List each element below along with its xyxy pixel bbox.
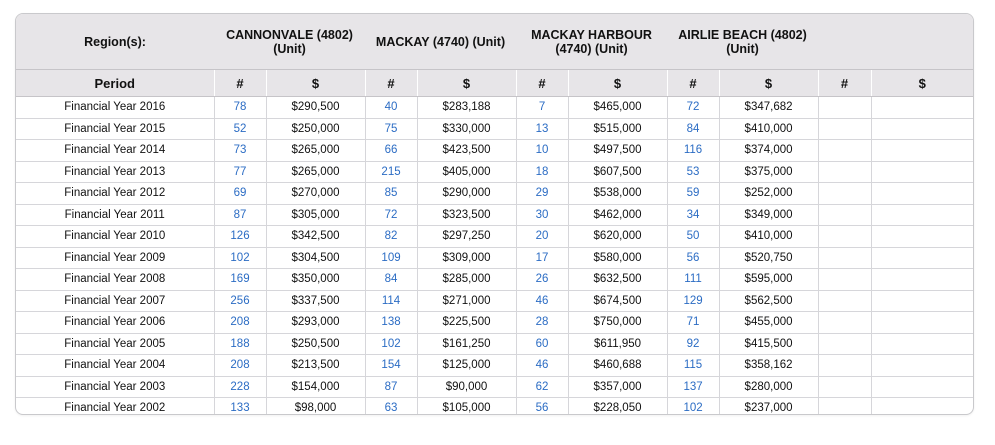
median-price-cell: $350,000 [266, 269, 365, 291]
median-price-cell: $405,000 [417, 161, 516, 183]
sales-count-link[interactable]: 115 [667, 355, 719, 377]
median-price-cell: $250,000 [266, 118, 365, 140]
region-label: Region(s): [16, 14, 214, 70]
median-price-cell: $252,000 [719, 183, 818, 205]
region-header-row [16, 14, 973, 70]
sales-count-link[interactable]: 85 [365, 183, 417, 205]
median-price-cell: $415,500 [719, 333, 818, 355]
sales-count-link[interactable]: 87 [214, 204, 266, 226]
region-name-mackay: MACKAY (4740) (Unit) [365, 14, 516, 70]
median-price-cell: $460,688 [568, 355, 667, 377]
sales-count-link[interactable]: 78 [214, 97, 266, 119]
sales-count-link[interactable]: 102 [214, 247, 266, 269]
median-price-cell: $580,000 [568, 247, 667, 269]
sales-count-link[interactable]: 20 [516, 226, 568, 248]
median-price-cell: $674,500 [568, 290, 667, 312]
median-price-cell: $497,500 [568, 140, 667, 162]
median-price-cell [871, 247, 973, 269]
sales-count-link [818, 269, 871, 291]
median-price-cell [871, 118, 973, 140]
sales-count-link[interactable]: 114 [365, 290, 417, 312]
median-price-cell [871, 269, 973, 291]
table-row [16, 183, 973, 205]
region-name-airlie-beach: AIRLIE BEACH (4802) (Unit) [667, 14, 818, 70]
table-row [16, 269, 973, 291]
sales-count-link[interactable]: 13 [516, 118, 568, 140]
period-cell: Financial Year 2013 [16, 161, 214, 183]
median-price-cell [871, 376, 973, 398]
price-header: $ [871, 70, 973, 97]
sales-table-panel [15, 13, 974, 415]
sales-count-link[interactable]: 18 [516, 161, 568, 183]
period-cell: Financial Year 2016 [16, 97, 214, 119]
price-header: $ [719, 70, 818, 97]
median-price-cell: $250,500 [266, 333, 365, 355]
median-price-cell [871, 398, 973, 416]
median-price-cell: $271,000 [417, 290, 516, 312]
sales-count-link[interactable]: 30 [516, 204, 568, 226]
median-price-cell: $265,000 [266, 161, 365, 183]
median-price-cell: $347,682 [719, 97, 818, 119]
period-cell: Financial Year 2006 [16, 312, 214, 334]
period-cell: Financial Year 2009 [16, 247, 214, 269]
table-row [16, 97, 973, 119]
sales-count-link [818, 398, 871, 416]
region-name-cannonvale: CANNONVALE (4802) (Unit) [214, 14, 365, 70]
sales-count-link[interactable]: 215 [365, 161, 417, 183]
table-row [16, 247, 973, 269]
median-price-cell: $293,000 [266, 312, 365, 334]
median-price-cell: $462,000 [568, 204, 667, 226]
sales-count-link[interactable]: 46 [516, 355, 568, 377]
period-cell: Financial Year 2008 [16, 269, 214, 291]
sales-count-link[interactable]: 71 [667, 312, 719, 334]
sales-count-link[interactable]: 102 [365, 333, 417, 355]
table-row [16, 355, 973, 377]
period-cell: Financial Year 2004 [16, 355, 214, 377]
sales-count-link [818, 376, 871, 398]
median-price-cell [871, 312, 973, 334]
median-price-cell [871, 161, 973, 183]
median-price-cell: $283,188 [417, 97, 516, 119]
sales-count-link[interactable]: 7 [516, 97, 568, 119]
sales-count-link [818, 140, 871, 162]
median-price-cell: $357,000 [568, 376, 667, 398]
median-price-cell [871, 226, 973, 248]
sales-count-link[interactable]: 129 [667, 290, 719, 312]
median-price-cell: $611,950 [568, 333, 667, 355]
median-price-cell: $410,000 [719, 118, 818, 140]
sales-count-link[interactable]: 82 [365, 226, 417, 248]
median-price-cell: $323,500 [417, 204, 516, 226]
period-cell: Financial Year 2003 [16, 376, 214, 398]
sales-count-link[interactable]: 26 [516, 269, 568, 291]
sales-count-link[interactable]: 75 [365, 118, 417, 140]
median-price-cell: $337,500 [266, 290, 365, 312]
median-price-cell: $538,000 [568, 183, 667, 205]
sales-count-link[interactable]: 84 [365, 269, 417, 291]
median-price-cell: $290,000 [417, 183, 516, 205]
median-price-cell: $607,500 [568, 161, 667, 183]
median-price-cell: $161,250 [417, 333, 516, 355]
table-row [16, 333, 973, 355]
median-price-cell: $285,000 [417, 269, 516, 291]
period-cell: Financial Year 2012 [16, 183, 214, 205]
median-price-cell: $98,000 [266, 398, 365, 416]
median-price-cell: $595,000 [719, 269, 818, 291]
median-price-cell: $309,000 [417, 247, 516, 269]
sales-count-link[interactable]: 126 [214, 226, 266, 248]
sales-count-link [818, 183, 871, 205]
sales-count-link[interactable]: 63 [365, 398, 417, 416]
table-body [16, 97, 973, 416]
sales-count-link[interactable]: 46 [516, 290, 568, 312]
median-price-cell: $304,500 [266, 247, 365, 269]
period-cell: Financial Year 2010 [16, 226, 214, 248]
period-cell: Financial Year 2011 [16, 204, 214, 226]
median-price-cell [871, 290, 973, 312]
period-cell: Financial Year 2014 [16, 140, 214, 162]
sales-count-link[interactable]: 29 [516, 183, 568, 205]
table-row [16, 398, 973, 416]
median-price-cell: $225,500 [417, 312, 516, 334]
median-price-cell: $90,000 [417, 376, 516, 398]
count-header: # [214, 70, 266, 97]
median-price-cell: $520,750 [719, 247, 818, 269]
count-header: # [667, 70, 719, 97]
table-row [16, 290, 973, 312]
median-price-cell [871, 333, 973, 355]
median-price-cell: $562,500 [719, 290, 818, 312]
price-header: $ [417, 70, 516, 97]
sales-count-link [818, 161, 871, 183]
median-price-cell: $265,000 [266, 140, 365, 162]
sales-count-link[interactable]: 34 [667, 204, 719, 226]
sales-count-link [818, 204, 871, 226]
region-name-empty [818, 14, 973, 70]
price-header: $ [266, 70, 365, 97]
sales-count-link [818, 290, 871, 312]
sales-count-link[interactable]: 109 [365, 247, 417, 269]
table-row [16, 226, 973, 248]
sales-count-link[interactable]: 77 [214, 161, 266, 183]
count-header: # [516, 70, 568, 97]
sales-count-link[interactable]: 84 [667, 118, 719, 140]
sales-count-link[interactable]: 50 [667, 226, 719, 248]
sales-count-link[interactable]: 17 [516, 247, 568, 269]
sales-history-table [16, 14, 973, 415]
period-header: Period [16, 70, 214, 97]
median-price-cell: $105,000 [417, 398, 516, 416]
period-cell: Financial Year 2005 [16, 333, 214, 355]
sales-count-link[interactable]: 208 [214, 312, 266, 334]
period-cell: Financial Year 2007 [16, 290, 214, 312]
sales-count-link[interactable]: 228 [214, 376, 266, 398]
sales-count-link[interactable]: 40 [365, 97, 417, 119]
sales-count-link [818, 312, 871, 334]
table-row [16, 312, 973, 334]
median-price-cell: $465,000 [568, 97, 667, 119]
sales-count-link [818, 226, 871, 248]
table-row [16, 161, 973, 183]
sales-count-link [818, 355, 871, 377]
sales-count-link[interactable]: 137 [667, 376, 719, 398]
sales-count-link [818, 333, 871, 355]
median-price-cell: $374,000 [719, 140, 818, 162]
sales-count-link[interactable]: 92 [667, 333, 719, 355]
median-price-cell: $330,000 [417, 118, 516, 140]
median-price-cell: $455,000 [719, 312, 818, 334]
sales-count-link[interactable]: 116 [667, 140, 719, 162]
sales-count-link[interactable]: 56 [516, 398, 568, 416]
sales-count-link[interactable]: 28 [516, 312, 568, 334]
sales-count-link[interactable]: 62 [516, 376, 568, 398]
median-price-cell: $125,000 [417, 355, 516, 377]
sales-count-link[interactable]: 69 [214, 183, 266, 205]
median-price-cell: $228,050 [568, 398, 667, 416]
table-row [16, 140, 973, 162]
sales-count-link[interactable]: 53 [667, 161, 719, 183]
median-price-cell: $342,500 [266, 226, 365, 248]
count-header: # [818, 70, 871, 97]
median-price-cell: $515,000 [568, 118, 667, 140]
sales-count-link[interactable]: 56 [667, 247, 719, 269]
median-price-cell: $632,500 [568, 269, 667, 291]
sales-count-link[interactable]: 133 [214, 398, 266, 416]
median-price-cell: $410,000 [719, 226, 818, 248]
sales-count-link[interactable]: 111 [667, 269, 719, 291]
sales-count-link[interactable]: 169 [214, 269, 266, 291]
median-price-cell: $375,000 [719, 161, 818, 183]
sales-count-link[interactable]: 52 [214, 118, 266, 140]
sales-count-link[interactable]: 73 [214, 140, 266, 162]
median-price-cell: $358,162 [719, 355, 818, 377]
sales-count-link[interactable]: 188 [214, 333, 266, 355]
median-price-cell: $154,000 [266, 376, 365, 398]
sales-count-link[interactable]: 59 [667, 183, 719, 205]
median-price-cell: $237,000 [719, 398, 818, 416]
table-row [16, 376, 973, 398]
median-price-cell [871, 183, 973, 205]
period-cell: Financial Year 2002 [16, 398, 214, 416]
median-price-cell [871, 97, 973, 119]
price-header: $ [568, 70, 667, 97]
median-price-cell: $270,000 [266, 183, 365, 205]
sales-count-link[interactable]: 102 [667, 398, 719, 416]
median-price-cell: $620,000 [568, 226, 667, 248]
sales-count-link[interactable]: 154 [365, 355, 417, 377]
median-price-cell: $297,250 [417, 226, 516, 248]
sales-count-link[interactable]: 72 [667, 97, 719, 119]
sales-count-link[interactable]: 208 [214, 355, 266, 377]
sales-count-link[interactable]: 256 [214, 290, 266, 312]
count-header: # [365, 70, 417, 97]
median-price-cell: $305,000 [266, 204, 365, 226]
column-header-row [16, 70, 973, 97]
median-price-cell: $423,500 [417, 140, 516, 162]
sales-count-link[interactable]: 66 [365, 140, 417, 162]
sales-count-link [818, 118, 871, 140]
table-row [16, 118, 973, 140]
median-price-cell: $750,000 [568, 312, 667, 334]
period-cell: Financial Year 2015 [16, 118, 214, 140]
median-price-cell [871, 355, 973, 377]
sales-count-link[interactable]: 10 [516, 140, 568, 162]
median-price-cell [871, 204, 973, 226]
median-price-cell: $280,000 [719, 376, 818, 398]
median-price-cell [871, 140, 973, 162]
sales-count-link[interactable]: 60 [516, 333, 568, 355]
sales-count-link[interactable]: 87 [365, 376, 417, 398]
region-name-mackay-harbour: MACKAY HARBOUR (4740) (Unit) [516, 14, 667, 70]
median-price-cell: $290,500 [266, 97, 365, 119]
sales-count-link[interactable]: 72 [365, 204, 417, 226]
sales-count-link [818, 97, 871, 119]
median-price-cell: $213,500 [266, 355, 365, 377]
table-row [16, 204, 973, 226]
sales-count-link[interactable]: 138 [365, 312, 417, 334]
sales-count-link [818, 247, 871, 269]
median-price-cell: $349,000 [719, 204, 818, 226]
